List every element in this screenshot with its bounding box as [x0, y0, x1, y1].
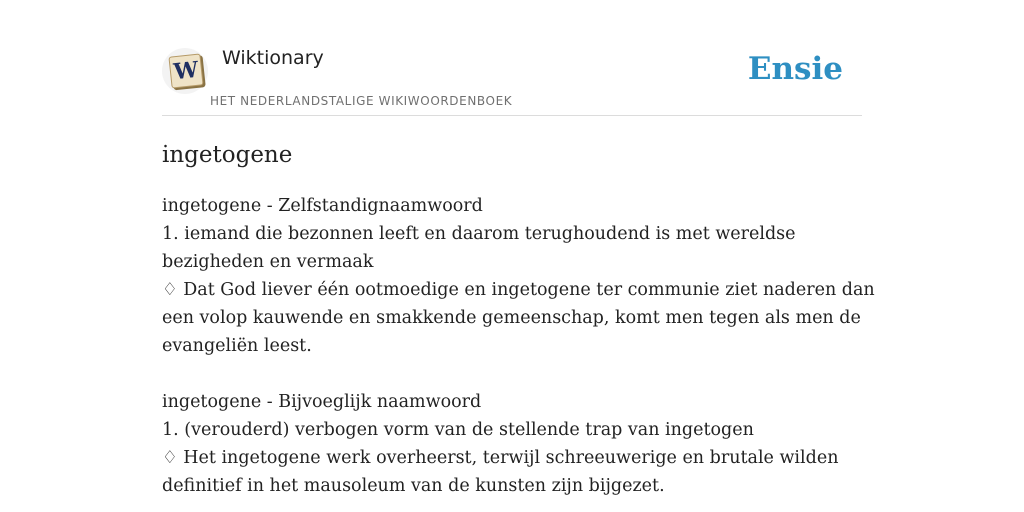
site-header: [162, 40, 862, 116]
definition-line: 1. iemand die bezonnen leeft en daarom terughoudend is met wereldse: [162, 224, 796, 244]
section-spacer: [162, 360, 862, 388]
example-line: ♢ Dat God liever één ootmoedige en ingetogene ter communie ziet naderen dan: [162, 280, 875, 300]
wiktionary-logo-icon[interactable]: [162, 48, 208, 94]
entry-section: [162, 388, 862, 500]
definition-line: bezigheden en vermaak: [162, 252, 374, 272]
entry-section: [162, 192, 875, 360]
example-line: definitief in het mausoleum van de kunsten zijn bijgezet.: [162, 476, 665, 496]
section-heading: ingetogene - Bijvoeglijk naamwoord: [162, 392, 482, 412]
entry-title: ingetogene: [162, 142, 293, 168]
site-tagline: HET NEDERLANDSTALIGE WIKIWOORDENBOEK: [210, 94, 513, 108]
entry-content: [162, 192, 875, 500]
section-heading: ingetogene - Zelfstandignaamwoord: [162, 196, 483, 216]
logo-tile: [168, 53, 203, 88]
example-line: een volop kauwende en smakkende gemeenschap, komt men tegen als men de: [162, 308, 861, 328]
ensie-brand-logo[interactable]: Ensie: [747, 51, 843, 87]
logo-letter: W: [172, 56, 200, 86]
definition-line: 1. (verouderd) verbogen vorm van de stellende trap van ingetogen: [162, 420, 754, 440]
site-name[interactable]: Wiktionary: [222, 47, 324, 69]
example-line: ♢ Het ingetogene werk overheerst, terwijl schreeuwerige en brutale wilden: [162, 448, 839, 468]
example-line: evangeliën leest.: [162, 336, 312, 356]
